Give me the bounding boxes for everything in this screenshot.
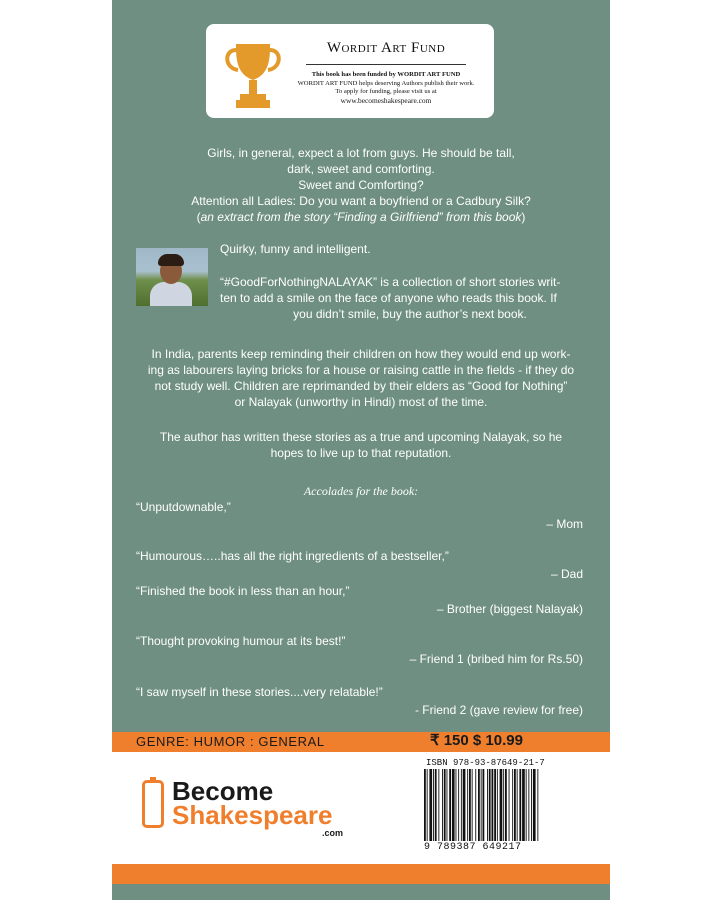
blurb-line-4: Attention all Ladies: Do you want a boyfriend or a Cadbury Silk?	[191, 194, 531, 208]
logo-become: Become	[172, 776, 274, 806]
accolade-quote: “Unputdownable,”	[136, 500, 231, 514]
bottom-accent-bar	[112, 864, 610, 884]
accolade-author: – Dad	[550, 567, 583, 581]
accolade-author: – Mom	[546, 517, 583, 531]
barcode-icon	[422, 769, 540, 847]
logo-shakespeare: Shakespeare	[172, 800, 333, 830]
author-desc-3: you didn’t smile, buy the author’s next book.	[293, 307, 527, 321]
accolade-quote: “Humourous…..has all the right ingredients of a bestseller,”	[136, 549, 449, 563]
fund-line-3: To apply for funding, please visit us at	[335, 88, 437, 96]
blurb-line-1: Girls, in general, expect a lot from guys. He should be tall,	[207, 146, 515, 160]
fund-divider	[306, 64, 466, 65]
author-desc-1: “#GoodForNothingNALAYAK” is a collection of short stories writ-	[220, 275, 561, 289]
para1-line-4: or Nalayak (unworthy in Hindi) most of the time.	[234, 395, 488, 409]
logo-domain: .com	[322, 828, 344, 838]
blurb-line-3: Sweet and Comforting?	[298, 178, 424, 192]
isbn-number: 9 789387 649217	[424, 842, 522, 853]
accolade-author: - Friend 2 (gave review for free)	[414, 703, 583, 717]
author-description	[220, 274, 600, 322]
accolades-heading: Accolades for the book:	[303, 484, 419, 498]
author-desc-2: ten to add a smile on the face of anyone who reads this book. If	[220, 291, 557, 305]
para1-line-1: In India, parents keep reminding their children on how they would end up work-	[151, 347, 571, 361]
accolade-author: – Brother (biggest Nalayak)	[436, 602, 583, 616]
para1-line-3: not study well. Children are reprimanded by their elders as “Good for Nothing”	[154, 379, 568, 393]
para2-line-2: hopes to live up to that reputation.	[270, 446, 452, 460]
accolade-author: – Friend 1 (bribed him for Rs.50)	[409, 652, 583, 666]
para2-line-1: The author has written these stories as a true and upcoming Nalayak, so he	[159, 430, 563, 444]
genre-label: GENRE: HUMOR : GENERAL	[136, 734, 325, 749]
trophy-icon	[222, 38, 284, 112]
author-photo	[136, 248, 208, 306]
fund-text	[290, 71, 482, 105]
fund-line-1: This book has been funded by WORDIT ART FUND	[311, 71, 461, 78]
fund-title: Wordit Art Fund	[326, 40, 446, 56]
paragraph-author	[112, 429, 610, 461]
fund-badge	[206, 24, 494, 118]
accolade-quote: “Finished the book in less than an hour,”	[136, 584, 350, 598]
blurb-line-2: dark, sweet and comforting.	[287, 162, 435, 176]
phone-logo-icon	[142, 780, 164, 828]
isbn-label: ISBN 978-93-87649-21-7	[426, 758, 545, 768]
para1-line-2: ing as labourers laying bricks for a house or raising cattle in the fields - if they do	[147, 363, 575, 377]
fund-url: www.becomeshakespeare.com	[340, 95, 432, 105]
accolade-quote: “Thought provoking humour at its best!”	[136, 634, 346, 648]
price-label: ₹ 150 $ 10.99	[430, 732, 523, 749]
author-tagline: Quirky, funny and intelligent.	[220, 242, 371, 256]
blurb	[112, 145, 610, 225]
blurb-line-5: (an extract from the story “Finding a Girlfriend” from this book)	[196, 210, 526, 224]
paragraph-india	[112, 346, 610, 410]
fund-line-2: WORDIT ART FUND helps deserving Authors publish their work.	[297, 79, 475, 87]
blurb-extract: an extract from the story “Finding a Girlfriend” from this book	[200, 210, 522, 224]
accolade-quote: “I saw myself in these stories....very relatable!”	[136, 685, 383, 699]
